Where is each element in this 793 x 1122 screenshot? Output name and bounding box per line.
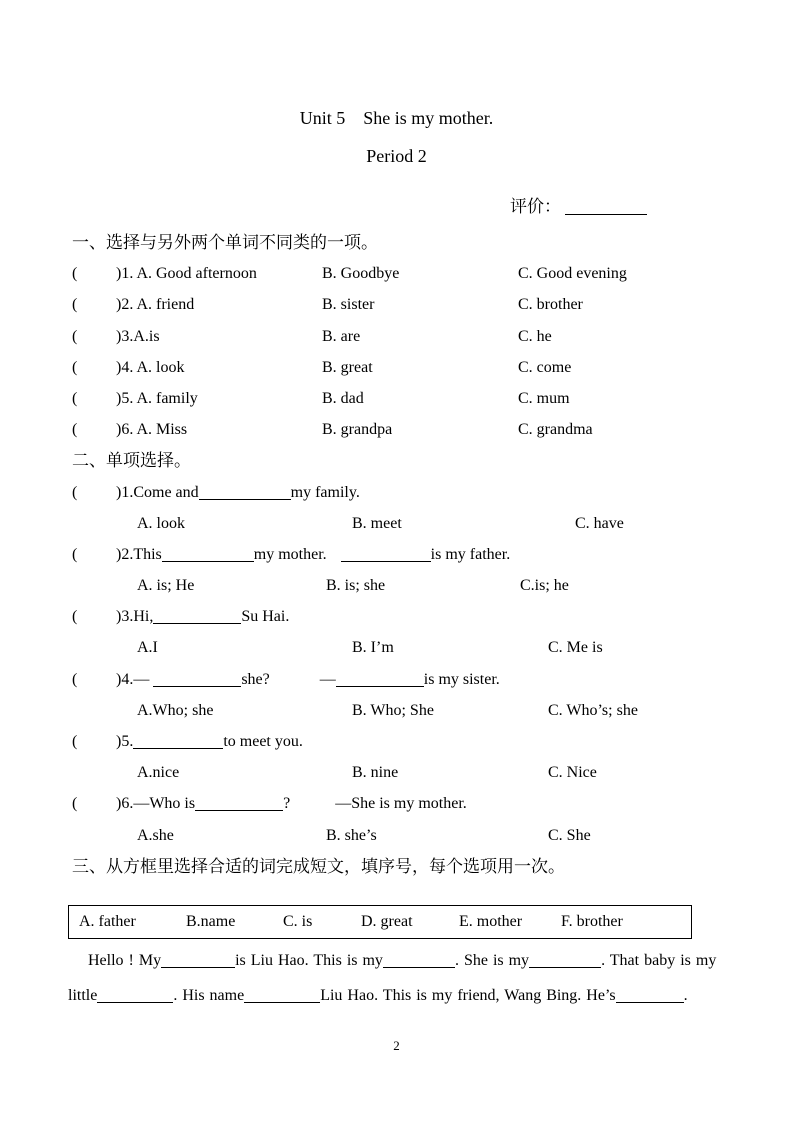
cloze-passage <box>68 943 725 1013</box>
option-a: A. look <box>137 514 185 532</box>
option-a: )4. A. look <box>116 358 185 376</box>
text-run: my mother. <box>253 545 327 563</box>
blank-line <box>133 732 223 749</box>
text-run: Liu Hao. This is my friend, Wang Bing. He’s <box>320 986 616 1004</box>
option-c: C. Nice <box>548 764 597 782</box>
text-run: Hello ! My <box>88 951 162 969</box>
option-c: C.is; he <box>520 577 569 595</box>
option-b: B. she’s <box>326 826 377 844</box>
paren-open: ( <box>72 265 78 283</box>
s2-item5-stem <box>0 726 793 757</box>
paren-open: ( <box>72 296 78 314</box>
text-run: she? <box>241 670 270 688</box>
option-b: B. are <box>322 327 361 345</box>
paren-open: ( <box>72 358 78 376</box>
passage-line-2 <box>68 978 725 1013</box>
question-stem <box>116 664 500 695</box>
text-run: )1.Come and <box>116 483 199 501</box>
option-a: )6. A. Miss <box>116 421 188 439</box>
option-b: B. Who; She <box>352 701 434 719</box>
paren-open: ( <box>72 327 78 345</box>
question-stem <box>116 726 303 757</box>
period-subtitle: Period 2 <box>366 146 427 166</box>
question-stem <box>116 477 360 508</box>
text-run: . <box>683 986 688 1004</box>
section1-heading: 一、选择与另外两个单词不同类的一项。 <box>72 233 378 252</box>
text-run: to meet you. <box>223 733 303 750</box>
s2-item2-stem <box>0 539 793 570</box>
option-a: A.nice <box>137 764 180 782</box>
question-stem <box>116 601 289 632</box>
option-c: C. Who’s; she <box>548 701 638 719</box>
option-a: A.Who; she <box>137 701 214 719</box>
blank-line <box>244 986 320 1003</box>
option-a: )5. A. family <box>116 389 198 407</box>
text-run: my family. <box>290 483 360 501</box>
blank-line <box>341 545 431 562</box>
s2-item3-stem <box>0 601 793 632</box>
blank-line <box>162 545 254 562</box>
blank-line <box>153 670 241 687</box>
option-b: B. I’m <box>352 639 394 657</box>
paren-open: ( <box>72 670 78 688</box>
option-a: )1. A. Good afternoon <box>116 265 257 283</box>
option-a: A.I <box>137 639 158 657</box>
text-run: )4.— <box>116 670 154 688</box>
text-run: —She is my mother. <box>335 795 467 813</box>
blank-line <box>195 794 283 811</box>
option-b: B. Goodbye <box>322 265 400 283</box>
blank-line <box>97 986 173 1003</box>
s2-item6-stem <box>0 788 793 819</box>
s2-item4-stem <box>0 664 793 695</box>
text-run: )6.—Who is <box>116 795 196 813</box>
option-a: A. is; He <box>137 577 195 595</box>
option-b: B. meet <box>352 514 402 532</box>
blank-line <box>199 483 291 500</box>
question-stem <box>116 788 467 819</box>
text-run: is Liu Hao. This is my <box>235 951 383 969</box>
worksheet-body <box>0 227 793 1013</box>
text-run: . His name <box>173 986 245 1004</box>
blank-line <box>161 951 235 968</box>
text-run: )3.Hi, <box>116 608 154 626</box>
word-box-item: D. great <box>361 912 413 930</box>
option-a: A.she <box>137 826 174 844</box>
text-run: is my sister. <box>423 670 500 688</box>
option-b: B. grandpa <box>322 421 393 439</box>
option-a: )3.A.is <box>116 327 160 345</box>
s1-row-1 <box>0 258 793 289</box>
text-run: ? <box>283 795 291 813</box>
option-c: C. Me is <box>548 639 603 657</box>
s1-row-3 <box>0 321 793 352</box>
word-box-item: A. father <box>79 912 136 930</box>
evaluation-line <box>510 192 647 217</box>
option-a: )2. A. friend <box>116 296 195 314</box>
s1-row-5 <box>0 383 793 414</box>
s2-item4-options <box>0 695 793 726</box>
page-number: 2 <box>393 1038 400 1053</box>
s2-item6-options <box>0 820 793 851</box>
option-c: C. have <box>575 514 624 532</box>
word-box-item: E. mother <box>459 912 523 930</box>
paren-open: ( <box>72 389 78 407</box>
evaluation-blank <box>565 197 647 215</box>
option-c: C. grandma <box>518 421 593 439</box>
page-title: Unit 5 She is my mother. <box>299 108 494 128</box>
blank-line <box>336 670 424 687</box>
s2-item3-options <box>0 632 793 663</box>
option-b: B. is; she <box>326 577 386 595</box>
text-run: little <box>68 986 98 1004</box>
option-c: C. brother <box>518 296 583 314</box>
option-b: B. nine <box>352 764 399 782</box>
text-run: . That baby is my <box>601 951 717 969</box>
option-c: C. come <box>518 358 572 376</box>
s1-row-6 <box>0 414 793 445</box>
paren-open: ( <box>72 421 78 439</box>
text-run: )5. <box>116 733 134 750</box>
word-box-item: C. is <box>283 912 313 930</box>
paren-open: ( <box>72 733 78 750</box>
text-run: . She is my <box>454 951 530 969</box>
s1-row-2 <box>0 289 793 320</box>
text-run: is my father. <box>430 545 511 563</box>
s2-item2-options <box>0 570 793 601</box>
blank-line <box>529 951 601 968</box>
option-c: C. mum <box>518 389 570 407</box>
word-box-item: B.name <box>186 912 236 930</box>
s2-item1-options <box>0 508 793 539</box>
option-c: C. he <box>518 327 552 345</box>
option-c: C. She <box>548 826 591 844</box>
s2-item5-options <box>0 757 793 788</box>
question-stem <box>116 539 510 570</box>
paren-open: ( <box>72 608 78 626</box>
paren-open: ( <box>72 545 78 563</box>
s2-item1-stem <box>0 477 793 508</box>
paren-open: ( <box>72 795 78 813</box>
option-b: B. sister <box>322 296 375 314</box>
option-c: C. Good evening <box>518 265 627 283</box>
blank-line <box>616 986 684 1003</box>
blank-line <box>153 607 241 624</box>
word-box-item: F. brother <box>561 912 623 930</box>
option-b: B. great <box>322 358 373 376</box>
section3-heading: 三、从方框里选择合适的词完成短文，填序号，每个选项用一次。 <box>72 856 565 876</box>
text-run: — <box>319 670 336 688</box>
passage-line-1 <box>68 943 725 978</box>
s1-row-4 <box>0 352 793 383</box>
text-run: )2.This <box>116 545 162 563</box>
option-b: B. dad <box>322 389 364 407</box>
blank-line <box>383 951 455 968</box>
section2-heading: 二、单项选择。 <box>72 451 191 471</box>
word-box <box>68 905 692 939</box>
paren-open: ( <box>72 483 78 501</box>
text-run: Su Hai. <box>241 608 290 626</box>
evaluation-label: 评价： <box>510 197 561 216</box>
